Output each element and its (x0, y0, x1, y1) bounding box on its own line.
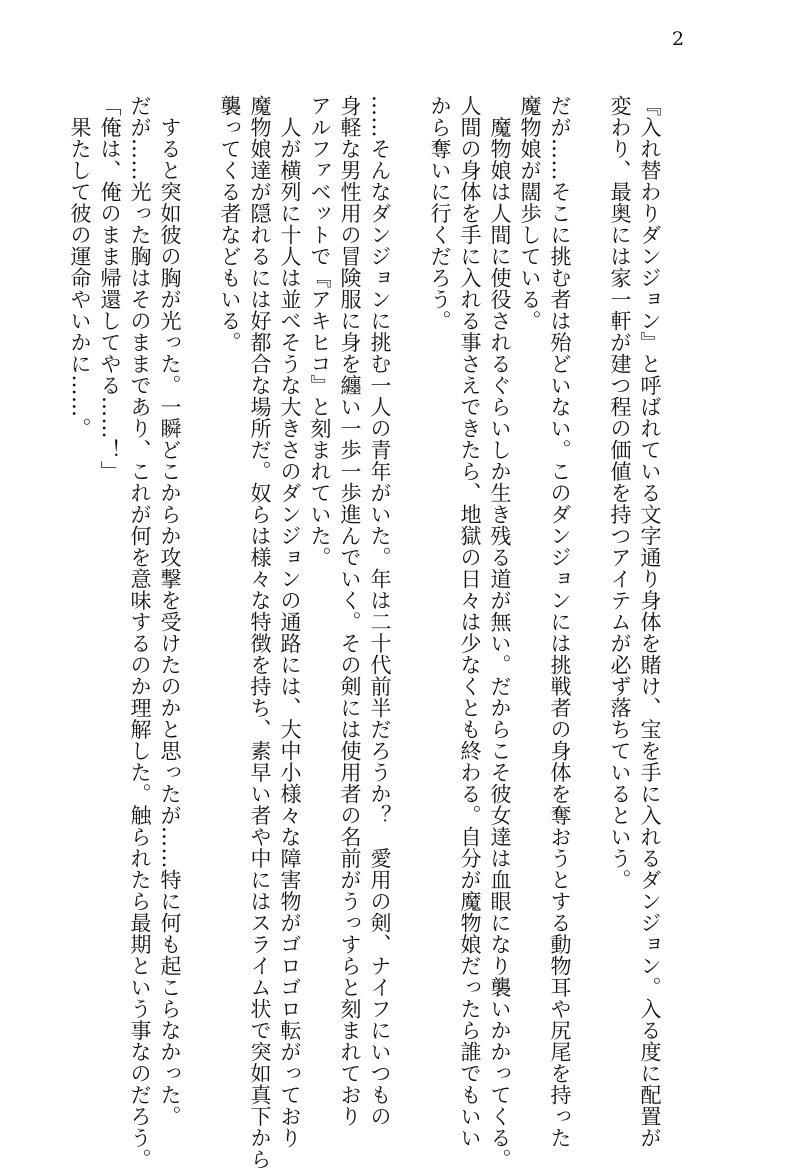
page-number: 2 (672, 28, 685, 50)
text-line: すると突如彼の胸が光った。一瞬どこからか攻撃を受けたのかと思ったが……特に何も起こらなかった。 (158, 95, 182, 1127)
text-line: 魔物娘達が隠れるには好都合な場所だ。奴らは様々な特徴を持ち、素早い者や中にはスライム状で突如真下から (248, 95, 272, 1170)
text-line: 身軽な男性用の冒険服に身を纏い一歩一歩進んでいく。その剣には使用者の名前がうっすらと刻まれており (338, 95, 362, 1127)
text-line: 「俺は、俺のまま帰還してやる……！」 (98, 95, 122, 482)
text-line: 襲ってくる者などもいる。 (218, 95, 242, 353)
text-line: 人間の身体を手に入れる事さえできたら、地獄の日々は少なくとも終わる。自分が魔物娘だったら誰でもいい (458, 95, 482, 1149)
text-line: 変わり、最奥には家一軒が建つ程の価値を持つアイテムが必ず落ちているという。 (608, 95, 632, 891)
text-line: 魔物娘が闊歩している。 (518, 95, 542, 332)
text-line: だが……そこに挑む者は殆どいない。このダンジョンには挑戦者の身体を奪おうとする動物耳や尻尾を持った (548, 95, 572, 1149)
text-line: 魔物娘は人間に使役されるぐらいしか生き残る道が無い。だからこそ彼女達は血眼になり襲いかかってくる。 (488, 95, 512, 1170)
text-line: 人が横列に十人は並べそうな大きさのダンジョンの通路には、大中小様々な障害物がゴロゴロ転がっており (278, 95, 302, 1149)
text-line: だが……光った胸はそのままであり、これが何を意味するのか理解した。触られたら最期という事なのだろう。 (128, 95, 152, 1170)
text-line: から奪いに行くだろう。 (428, 95, 452, 332)
text-line: 果たして彼の運命やいかに……。 (68, 95, 92, 439)
text-line: 『入れ替わりダンジョン』と呼ばれている文字通り身体を賭け、宝を手に入れるダンジョン。入る度に配置が (638, 95, 662, 1149)
text-line: アルファベットで『アキヒコ』と刻まれていた。 (308, 95, 332, 568)
text-line: ……そんなダンジョンに挑む一人の青年がいた。年は二十代前半だろうか？ 愛用の剣、ナイフにいつもの (368, 95, 392, 1127)
